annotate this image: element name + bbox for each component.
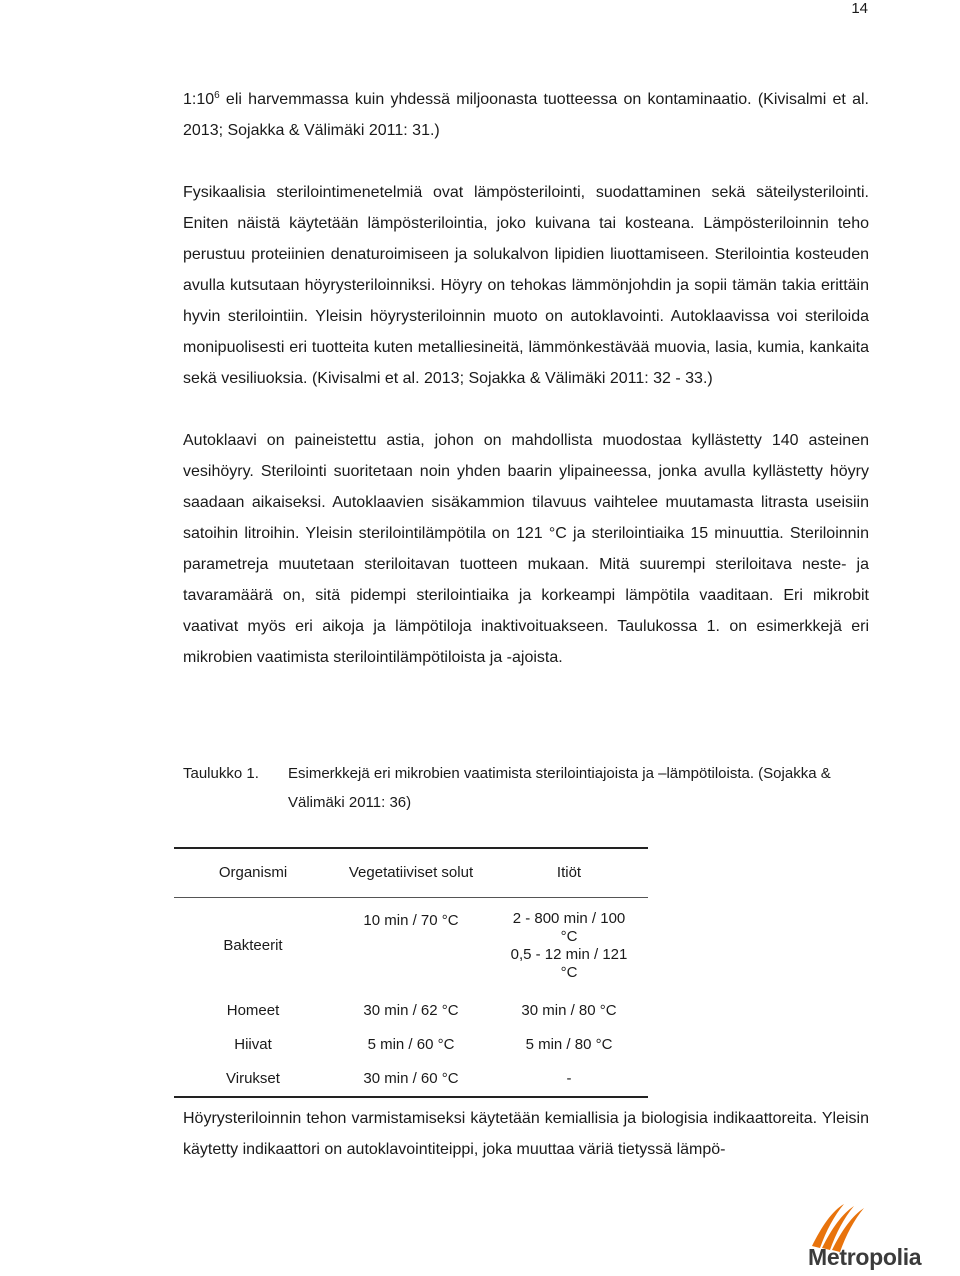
- header-vegetative: Vegetatiiviset solut: [332, 849, 490, 897]
- header-organism: Organismi: [174, 849, 332, 897]
- table-row: [174, 994, 648, 1028]
- cell-vegetative: 30 min / 60 °C: [363, 1070, 459, 1087]
- paragraph-4: Höyrysteriloinnin tehon varmistamiseksi käytetään kemiallisia ja biologisia indikaattoreita. Yleisin käytetty indikaattori on autoklavointiteippi, joka muuttaa väriä tietyssä lämpö-: [183, 1110, 869, 1158]
- page-number: 14: [851, 0, 868, 17]
- table-row: [174, 1028, 648, 1062]
- spores-line-2: 0,5 - 12 min / 121 °C: [510, 945, 628, 981]
- cell-organism: Homeet: [226, 1002, 280, 1019]
- cell-organism: Virukset: [226, 1070, 280, 1087]
- cell-spores: -: [566, 1070, 572, 1087]
- caption-text: Esimerkkejä eri mikrobien vaatimista sterilointiajoista ja –lämpötiloista. (Sojakka & Välimäki 2011: 36): [288, 765, 831, 811]
- table-header-row: [174, 849, 648, 897]
- body-text: [183, 84, 869, 704]
- metropolia-logo-text: Metropolia: [808, 1244, 922, 1270]
- p1-post: eli harvemmassa kuin yhdessä miljoonasta tuotteessa on kontaminaatio. (Kivisalmi et al. 2013; Sojakka & Välimäki 2011: 31.): [183, 91, 869, 139]
- cell-spores: 30 min / 80 °C: [521, 1002, 617, 1019]
- cell-vegetative: 30 min / 62 °C: [363, 1002, 459, 1019]
- cell-organism: Bakteerit: [223, 937, 283, 954]
- sterilization-table: [174, 847, 648, 1098]
- table-caption: [183, 759, 873, 817]
- header-spores: Itiöt: [490, 849, 648, 897]
- paragraph-2: Fysikaalisia sterilointimenetelmiä ovat lämpösterilointi, suodattaminen sekä säteilysterilointi. Eniten näistä käytetään lämpösterilointia, joko kuivana tai kosteana. Lämpösteriloinnin teho perustuu proteiinien denaturoimiseen ja solukalvon lipidien liuottamiseen. Sterilointia kosteuden avulla kutsutaan höyrysteriloinniksi. Höyry on tehokas lämmönjohdin ja sopii tämän takia erittäin hyvin sterilointiin. Yleisin höyrysteriloinnin muoto on autoklavointi. Autoklaavissa voi steriloida monipuolisesti eri tuotteita kuten metalliesineitä, lämmönkestävää muovia, lasia, kumia, kankaita sekä vesiliuoksia. (Kivisalmi et al. 2013; Sojakka & Välimäki 2011: 32 - 33.): [183, 184, 869, 387]
- body-text-continued: [183, 1103, 869, 1165]
- table-row: [174, 897, 648, 994]
- paragraph-3: Autoklaavi on paineistettu astia, johon on mahdollista muodostaa kyllästetty 140 asteinen vesihöyry. Sterilointi suoritetaan noin yhden baarin ylipaineessa, jonka avulla kyllästetty höyry saadaan aikaiseksi. Autoklaavien sisäkammion tilavuus vaihtelee muutamasta litrasta useisiin satoihin litroihin. Yleisin sterilointilämpötila on 121 °C ja sterilointiaika 15 minuuttia. Steriloinnin parametreja muutetaan steriloitavan tuotteen mukaan. Mitä suurempi steriloitava neste- ja tavaramäärä on, sitä pidempi sterilointiaika ja korkeampi lämpötila vaaditaan. Eri mikrobit vaativat myös eri aikoja ja lämpötiloja inaktivoituakseen. Taulukossa 1. on esimerkkejä eri mikrobien vaatimista sterilointilämpötiloista ja -ajoista.: [183, 432, 869, 666]
- cell-spores: [490, 897, 648, 994]
- cell-spores: 5 min / 80 °C: [525, 1036, 613, 1053]
- p1-exponent: 6: [214, 90, 220, 101]
- p1-pre: 1:10: [183, 91, 215, 108]
- cell-vegetative: 5 min / 60 °C: [367, 1036, 455, 1053]
- caption-label: Taulukko 1.: [183, 765, 259, 782]
- table-row: [174, 1062, 648, 1096]
- spores-line-1: 2 - 800 min / 100 °C: [512, 909, 626, 945]
- cell-organism: Hiivat: [234, 1036, 272, 1053]
- table: [174, 849, 648, 1096]
- cell-vegetative: 10 min / 70 °C: [363, 911, 459, 929]
- paragraph-1: [183, 84, 869, 146]
